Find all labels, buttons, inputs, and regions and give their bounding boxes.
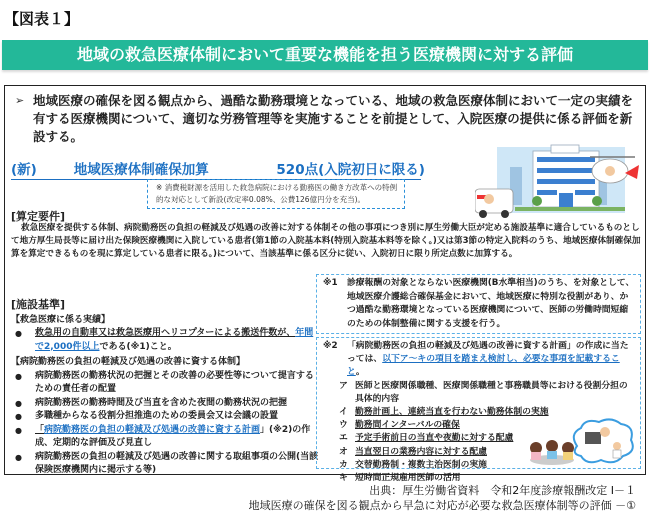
emergency-list [11,327,321,354]
fee-points: 520点(入院初日に限る) [276,162,425,178]
requirements-heading: [算定要件] [11,210,66,223]
list-item: エ 予定手術前日の当直や夜勤に対する配慮 [339,433,514,444]
burden-subheading: 【病院勤務医の負担の軽減及び処遇の改善に資する体制】 [11,357,246,367]
note-1-text: 診療報酬の対象とならない医療機関(B水準相当)のうち、を対象として、地域医療介護総合確保基金において、地域医療に特別な役割があり、かつ過酷な勤務環境となっている医療機関について、医師の労働時間短縮のための体制整備に関する支援を行う。 [347,278,635,329]
list-item: イ 勤務計画上、連続当直を行わない勤務体制の実施 [339,407,549,418]
plan-link-text: 病院勤務医の負担の軽減及び処遇の改善に資する計画 [44,424,261,435]
emergency-subheading: 【救急医療に係る実績】 [11,314,111,325]
list-item: カ 交替勤務制・複数主治医制の実施 [339,459,487,470]
burden-list [11,370,321,478]
fee-name: 地域医療体制確保加算 [73,162,209,178]
facility-standards [11,298,321,478]
facility-standards-heading: [施設基準] [11,298,66,311]
list-item: ウ 勤務間インターバルの確保 [339,420,460,431]
content-frame [4,85,646,484]
hospital-with-ambulance-and-helicopter-icon [475,143,640,221]
funding-note-text: 消費税財源を活用した救急病院における勤務医の働き方改革への特例的な対応として新設(改定率0.08%、公費126億円分を充当)。 [156,183,398,204]
note-2-mark: ※2 [323,341,338,351]
list-item: ● 救急用の自動車又は救急医療用ヘリコプターによる搬送件数が、年間で2,000件以上である(※1)こと。 [11,327,321,354]
list-item: オ 当直翌日の業務内容に対する配慮 [339,446,487,457]
funding-note-mark: ※ [156,183,163,192]
list-item: ● 病院勤務医の勤務状況の把握とその改善の必要性等について提言するための責任者の配置 [11,370,321,397]
note-1 [316,274,641,334]
list-item: ア 医師と医療関係職種、医療関係職種と事務職員等における役割分担の具体的内容 [339,380,628,404]
new-tag: (新) [11,162,37,178]
note-2-intro: 「病院勤務医の負担の軽減及び処遇の改善に資する計画」の作成に当たっては、以下ア～キの項目を踏まえ検討し、必要な事項を記載すること。 [347,341,629,378]
transport-threshold: 年間で2,000件以上 [35,328,314,352]
note-2-highlight: 以下ア～キの項目を踏まえ検討し、必要な事項を記載すること [347,354,620,378]
overworked-doctor-thought-cloud-icon [567,416,637,468]
note-1-mark: ※1 [323,278,338,288]
list-item: ● 病院勤務医の勤務時間及び当直を含めた夜間の勤務状況の把握 [11,397,321,411]
new-fee-headline [11,158,425,180]
list-item: キ 短時間正規雇用医師の活用 [339,473,461,484]
source-citation: 出典：厚生労働省資料 令和2年度診療報酬改定 Ⅰ－１ [369,484,636,497]
note-2 [316,337,641,484]
figure-caption: 地域医療の確保を図る観点から早急に対応が必要な救急医療体制等の評価 －① [248,499,636,512]
intro-text: 地域医療の確保を図る観点から、過酷な勤務環境となっている、地域の救急医療体制において一定の実績を有する医療機関について、適切な労務管理等を実施することを前提として、入院医療の提供に係る評価を新設する。 [33,93,634,144]
requirements-text: 救急医療を提供する体制、病院勤務医の負担の軽減及び処遇の改善に対する体制その他の事項につき別に厚生労働大臣が定める施設基準に適合しているものとして地方厚生局長等に届け出た保険医療機関に入院している患者(第1節の入院基本料(特別入院基本料等を除く。)又は第3節の特定入院料のうち、地域医療体制確保加算を算定できるものを現に算定している患者に限る。)について、当該基準に係る区分に従い、入院初日に限り所定点数に加算する。 [11,223,641,260]
list-item: ● 病院勤務医の負担の軽減及び処遇の改善に関する取組事項の公開(当該保険医療機関内に掲示する等) [11,451,321,478]
figure-label: 【図表１】 [4,10,80,28]
page-title: 地域の救急医療体制において重要な機能を担う医療機関に対する評価 [2,40,648,70]
list-item: ● 多職種からなる役割分担推進のための委員会又は会議の設置 [11,410,321,424]
funding-note [147,179,405,209]
arrow-bullet-icon: ➢ [15,94,25,107]
intro-paragraph [15,92,635,146]
list-item: ● 「病院勤務医の負担の軽減及び処遇の改善に資する計画」(※2)の作成、定期的な評価及び見直し [11,424,321,451]
